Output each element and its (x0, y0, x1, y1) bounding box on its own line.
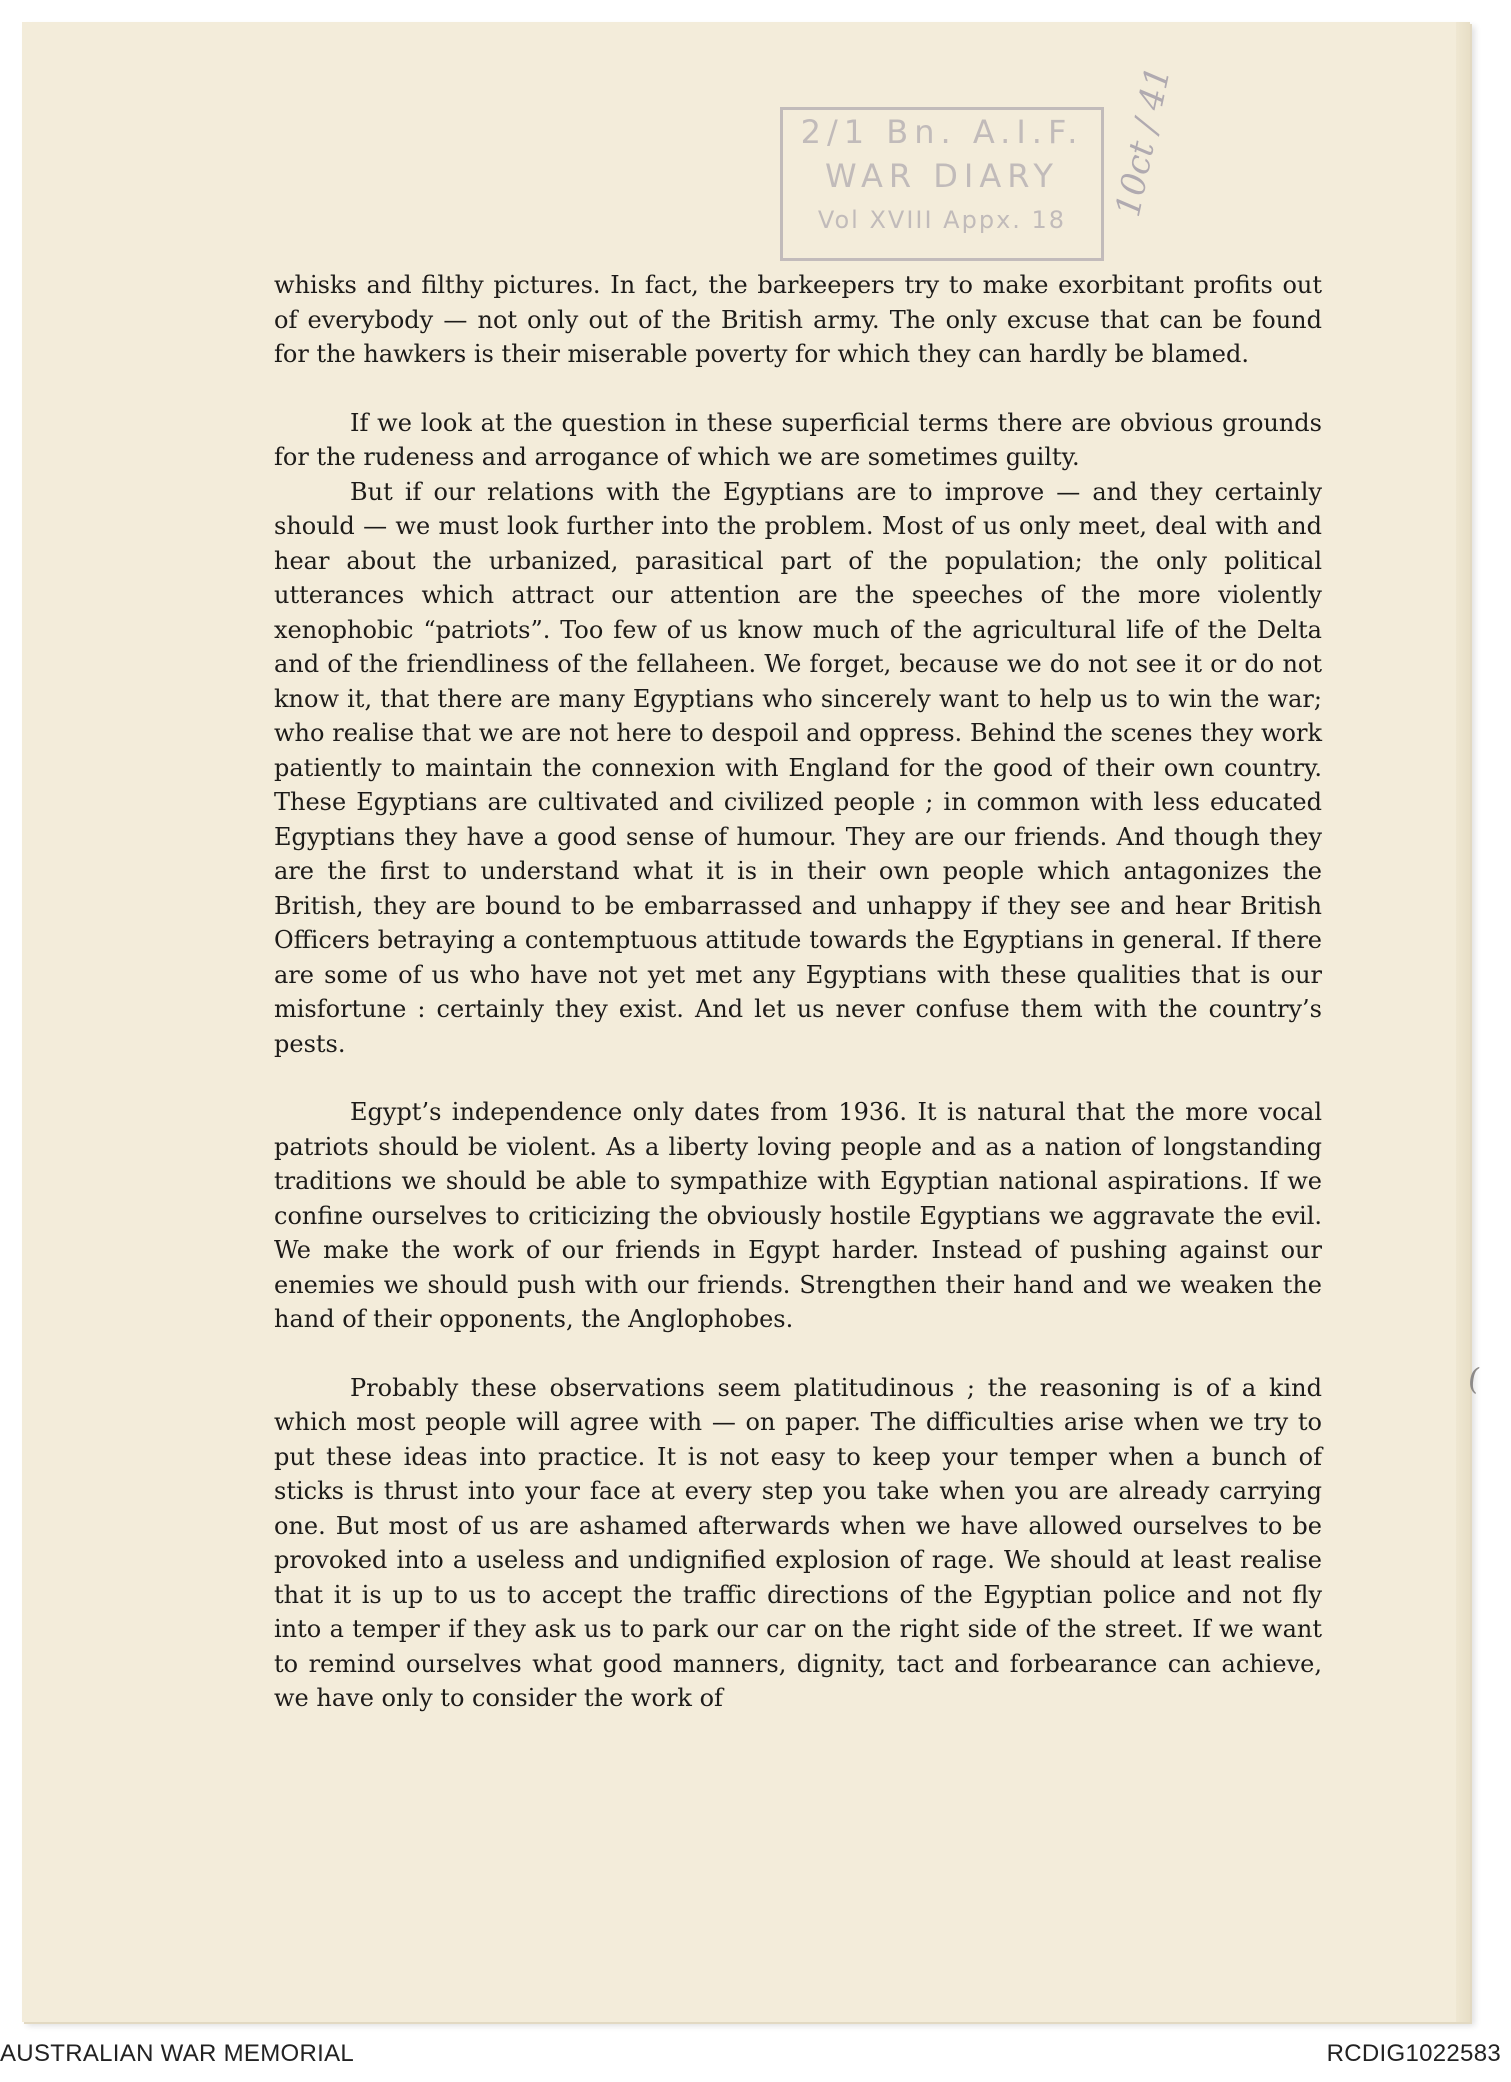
paragraph-2: If we look at the question in these superficial terms there are obvious grounds for the rudeness and arrogance of which we are sometimes guilty. (274, 408, 1322, 471)
paragraph-1: whisks and filthy pictures. In fact, the barkeepers try to make exorbitant profits out of everybody — not only out of the British army. The only excuse that can be found for the hawkers is their miserable poverty for which they can hardly be blamed. (274, 271, 1322, 368)
stamp-unit: 2/1 Bn. A.I.F. (800, 113, 1084, 151)
stamp-title: WAR DIARY (825, 157, 1059, 195)
war-diary-stamp (780, 107, 1104, 261)
footer-record-id: RCDIG1022583 (1326, 2040, 1501, 2067)
paragraph-4: Egypt’s independence only dates from 1936. It is natural that the more vocal patriots should be violent. As a liberty loving people and as a nation of longstanding traditions we should be able to sympathize with Egyptian national aspirations. If we confine ourselves to criticizing the obviously hostile Egyptians we aggravate the evil. We make the work of our friends in Egypt harder. Instead of pushing against our enemies we should push with our friends. Strengthen their hand and we weaken the hand of their opponents, the Anglophobes. (274, 1098, 1322, 1333)
stamp-volume: Vol XVIII Appx. 18 (817, 206, 1067, 234)
paragraph-3: But if our relations with the Egyptians are to improve — and they certainly should — we must look further into the problem. Most of us only meet, deal with and hear about the urbanized, parasitical part of the population; the only political utterances which attract our attention are the speeches of the more violently xenophobic “patriots”. Too few of us know much of the agricultural life of the Delta and of the friendliness of the fellaheen. We forget, because we do not see it or do not know it, that there are many Egyptians who sincerely want to help us to win the war; who realise that we are not here to despoil and oppress. Behind the scenes they work patiently to maintain the connexion with England for the good of their own country. These Egyptians are cultivated and civilized people ; in common with less educated Egyptians they have a good sense of humour. They are our friends. And though they are the first to understand what it is in their own people which antagonizes the British, they are bound to be embarrassed and unhappy if they see and hear British Officers betraying a contemptuous attitude towards the Egyptians in general. If there are some of us who have not yet met any Egyptians with these qualities that is our misfortune : certainly they exist. And let us never confuse them with the country’s pests. (274, 477, 1322, 1058)
body-text (274, 268, 1322, 1716)
handwritten-date-annotation: 10ct / 41 (1108, 63, 1179, 221)
footer-institution: AUSTRALIAN WAR MEMORIAL (0, 2040, 355, 2067)
pencil-mark: ( (1465, 1361, 1483, 1398)
document-page (22, 22, 1483, 2022)
paragraph-5: Probably these observations seem platitudinous ; the reasoning is of a kind which most people will agree with — on paper. The difficulties arise when we try to put these ideas into practice. It is not easy to keep your temper when a bunch of sticks is thrust into your face at every step you take when you are already carrying one. But most of us are ashamed afterwards when we have allowed ourselves to be provoked into a useless and undignified explosion of rage. We should at least realise that it is up to us to accept the traffic directions of the Egyptian police and not fly into a temper if they ask us to park our car on the right side of the street. If we want to remind ourselves what good manners, dignity, tact and forbearance can achieve, we have only to consider the work of (274, 1373, 1322, 1712)
page-edge (1456, 22, 1470, 2022)
